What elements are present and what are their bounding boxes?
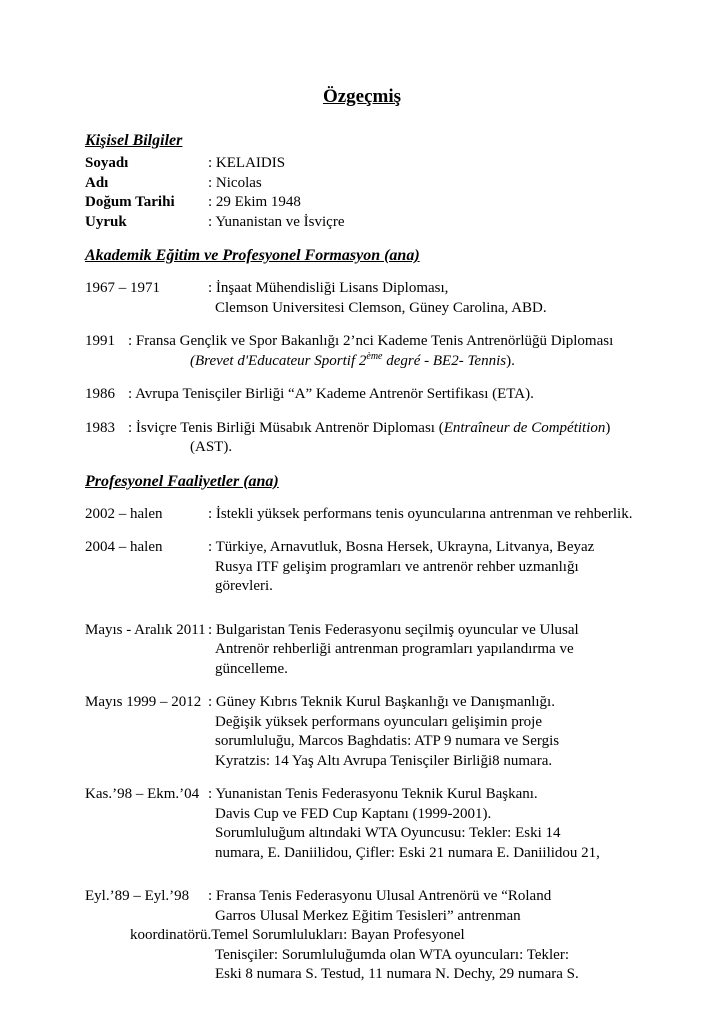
text-segment: : Avrupa Tenisçiler Birliği “A” Kademe Antrenör Sertifikası (ETA).	[128, 386, 534, 402]
field-value: : KELAIDIS	[208, 155, 286, 171]
entry-date: 1991	[85, 333, 115, 349]
text-segment: degré - BE2- Tennis	[382, 352, 507, 369]
text-segment: Antrenör rehberliği antrenman programları yapılandırma ve	[215, 641, 574, 657]
entry-line	[190, 352, 664, 372]
field-row	[85, 174, 664, 194]
entry-line	[208, 279, 664, 299]
text-segment: )	[605, 419, 611, 436]
entry-date: Kas.’98 – Ekm.’04	[85, 786, 200, 802]
text-segment: Kyratzis: 14 Yaş Altı Avrupa Tenisçiler Birliği8 numara.	[215, 752, 553, 769]
field-label: Adı	[85, 174, 109, 191]
entry-line	[215, 824, 664, 844]
entry-line	[208, 785, 664, 805]
entry-line	[208, 887, 664, 907]
field-label: Doğum Tarihi	[85, 194, 175, 210]
text-segment: : İstekli yüksek performans tenis oyuncularına antrenman ve rehberlik.	[208, 505, 633, 522]
text-segment: : Türkiye, Arnavutluk, Bosna Hersek, Ukrayna, Litvanya, Beyaz	[208, 539, 595, 555]
text-segment: : Bulgaristan Tenis Federasyonu seçilmiş oyuncular ve Ulusal	[208, 621, 579, 638]
cv-entry	[85, 332, 664, 371]
entry-content	[208, 693, 664, 771]
entry-date: 2002 – halen	[85, 505, 163, 522]
field-label: Soyadı	[85, 155, 129, 171]
text-segment: Clemson Universitesi Clemson, Güney Carolina, ABD.	[215, 299, 547, 316]
cv-sections	[85, 131, 664, 985]
text-segment: koordinatörü.Temel Sorumlulukları: Bayan Profesyonel	[130, 927, 465, 943]
entry-line	[215, 713, 664, 733]
section-entries	[85, 279, 664, 458]
text-segment: Davis Cup ve FED Cup Kaptanı (1999-2001).	[215, 805, 492, 822]
entry-line	[215, 907, 664, 927]
entry-line	[128, 385, 664, 405]
entry-line	[190, 438, 664, 458]
entry-content	[128, 385, 664, 405]
entry-content	[208, 505, 664, 525]
text-segment: Rusya ITF gelişim programları ve antrenör rehber uzmanlığı	[215, 558, 579, 575]
text-segment: (AST).	[190, 439, 233, 455]
entry-line	[215, 732, 664, 752]
entry-line	[215, 640, 664, 660]
entry-line	[215, 965, 664, 985]
field-row	[85, 213, 664, 233]
entry-content	[208, 538, 664, 597]
text-segment: (Brevet d'Educateur Sportif 2	[190, 352, 367, 369]
field-value: : Yunanistan ve İsviçre	[208, 213, 345, 230]
entry-date: Eyl.’89 – Eyl.’98	[85, 888, 190, 904]
entry-line	[208, 621, 664, 641]
entry-line	[128, 419, 664, 439]
section-heading: Akademik Eğitim ve Profesyonel Formasyon (ana)	[85, 247, 420, 264]
cv-section-kisisel-bilgiler	[85, 131, 664, 232]
field-row	[85, 154, 664, 174]
cv-entry	[85, 621, 664, 680]
text-segment: görevleri.	[215, 578, 273, 594]
entry-line	[215, 299, 664, 319]
entry-line	[208, 505, 664, 525]
entry-line	[215, 844, 664, 864]
cv-entry	[85, 693, 664, 771]
entry-content	[208, 621, 664, 680]
entry-line	[215, 946, 664, 966]
field-row	[85, 193, 664, 213]
text-segment: Sorumluluğum altındaki WTA Oyuncusu: Tekler: Eski 14	[215, 825, 561, 841]
entry-content	[208, 279, 664, 318]
text-segment: Değişik yüksek performans oyuncuları gelişimin proje	[215, 713, 543, 730]
text-segment: : Güney Kıbrıs Teknik Kurul Başkanlığı ve Danışmanlığı.	[208, 694, 555, 710]
text-segment: ).	[506, 352, 515, 369]
entry-content	[208, 785, 664, 863]
entry-content	[128, 419, 664, 458]
entry-line	[208, 538, 664, 558]
personal-info-fields	[85, 154, 664, 232]
entry-date: Mayıs - Aralık 2011	[85, 621, 206, 638]
entry-line	[130, 926, 664, 946]
section-heading: Kişisel Bilgiler	[85, 132, 183, 149]
text-segment: Garros Ulusal Merkez Eğitim Tesisleri” antrenman	[215, 907, 521, 924]
entry-line	[208, 693, 664, 713]
section-entries	[85, 505, 664, 985]
entry-date: 2004 – halen	[85, 539, 163, 555]
cv-entry	[85, 419, 664, 458]
cv-section-akademik-egitim	[85, 246, 664, 458]
text-segment: Eski 8 numara S. Testud, 11 numara N. Dechy, 29 numara S.	[215, 966, 579, 982]
entry-date: 1967 – 1971	[85, 280, 160, 296]
entry-line	[215, 660, 664, 680]
text-segment: Tenisçiler: Sorumluluğumda olan WTA oyuncuları: Tekler:	[215, 946, 569, 963]
entry-line	[215, 558, 664, 578]
text-segment: numara, E. Daniilidou, Çifler: Eski 21 numara E. Daniilidou 21,	[215, 844, 600, 861]
text-segment: Entraîneur de Compétition	[443, 419, 606, 436]
text-segment: : Fransa Gençlik ve Spor Bakanlığı 2’nci Kademe Tenis Antrenörlüğü Diploması	[128, 333, 614, 349]
entry-line	[215, 577, 664, 597]
entry-line	[128, 332, 664, 352]
page-title: Özgeçmiş	[322, 86, 402, 107]
cv-entry	[85, 385, 664, 405]
cv-entry	[85, 538, 664, 597]
section-heading: Profesyonel Faaliyetler (ana)	[85, 472, 279, 490]
text-segment: : Fransa Tenis Federasyonu Ulusal Antrenörü ve “Roland	[208, 888, 552, 904]
text-segment: güncelleme.	[215, 660, 288, 677]
cv-section-profesyonel-faaliyetler	[85, 472, 664, 985]
field-value: : 29 Ekim 1948	[208, 194, 301, 210]
cv-entry	[85, 785, 664, 863]
entry-date: 1983	[85, 419, 115, 436]
cv-entry	[85, 887, 664, 985]
text-segment: : İnşaat Mühendisliği Lisans Diploması,	[208, 280, 449, 296]
text-segment: : İsviçre Tenis Birliği Müsabık Antrenör Diploması (	[128, 419, 444, 436]
field-label: Uyruk	[85, 213, 127, 230]
cv-entry	[85, 279, 664, 318]
entry-date: Mayıs 1999 – 2012	[85, 694, 202, 710]
text-segment: sorumluluğu, Marcos Baghdatis: ATP 9 numara ve Sergis	[215, 733, 560, 749]
field-value: : Nicolas	[208, 174, 262, 191]
entry-content	[128, 332, 664, 371]
entry-line	[215, 752, 664, 772]
entry-line	[215, 805, 664, 825]
cv-entry	[85, 505, 664, 525]
text-segment: ème	[366, 350, 383, 362]
entry-date: 1986	[85, 386, 115, 402]
text-segment: : Yunanistan Tenis Federasyonu Teknik Kurul Başkanı.	[208, 786, 538, 802]
